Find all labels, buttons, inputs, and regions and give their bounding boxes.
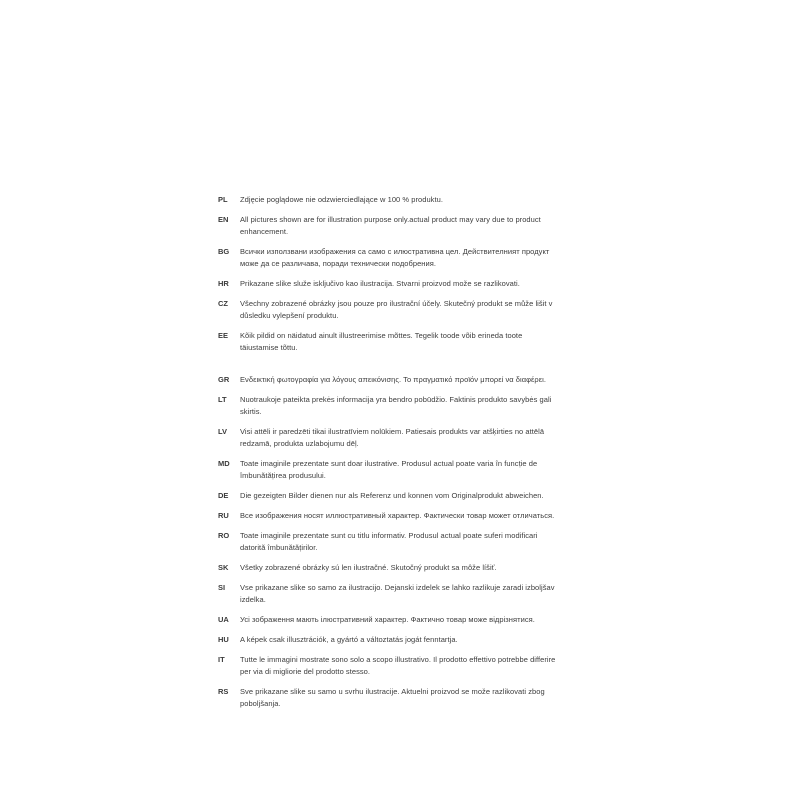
disclaimer-text: Sve prikazane slike su samo u svrhu ilustracije. Aktuelni proizvod se može razlikovati zbog poboljšanja. [240,687,545,708]
disclaimer-text: Nuotraukoje pateikta prekės informacija yra bendro pobūdžio. Faktinis produkto savybės gali skirtis. [240,395,552,416]
language-row [218,214,556,238]
language-code: EE [218,331,229,340]
disclaimer-text: Tutte le immagini mostrate sono solo a scopo illustrativo. Il prodotto effettivo potrebbe differire per via di migliorie del prodotto stesso. [240,655,556,676]
language-row [218,490,556,502]
disclaimer-text: Все изображения носят иллюстративный характер. Фактически товар может отличаться. [240,511,555,520]
language-row [218,686,556,710]
disclaimer-text: Всички използвани изображения са само с илюстративна цел. Действителният продукт може да се различава, поради технически подобрения. [240,247,550,268]
disclaimer-text: Všechny zobrazené obrázky jsou pouze pro ilustrační účely. Skutečný produkt se může lišit v důsledku vylepšení produktu. [240,299,553,320]
disclaimer-text: Toate imaginile prezentate sunt cu titlu informativ. Produsul actual poate suferi modificari datorită îmbunătățirilor. [240,531,538,552]
language-code: IT [218,655,225,664]
language-code: DE [218,491,229,500]
disclaimer-text: Zdjęcie poglądowe nie odzwierciedlające w 100 % produktu. [240,195,443,204]
language-row [218,374,556,386]
disclaimer-text: Vse prikazane slike so samo za ilustracijo. Dejanski izdelek se lahko razlikuje zaradi izboljšav izdelka. [240,583,555,604]
language-code: RO [218,531,230,540]
language-row [218,654,556,678]
language-code: CZ [218,299,228,308]
language-row [218,246,556,270]
disclaimer-text: Prikazane slike služe isključivo kao ilustracija. Stvarni proizvod može se razlikovati. [240,279,520,288]
language-row [218,458,556,482]
language-code: RU [218,511,229,520]
language-code: HR [218,279,229,288]
language-code: SI [218,583,226,592]
language-code: EN [218,215,229,224]
language-code: LT [218,395,227,404]
disclaimer-text: Toate imaginile prezentate sunt doar ilustrative. Produsul actual poate varia în funcție de îmbunătățirea produsului. [240,459,538,480]
language-code: BG [218,247,230,256]
language-row [218,394,556,418]
language-code: GR [218,375,230,384]
disclaimer-text: Kõik pildid on näidatud ainult illustreerimise mõttes. Tegelik toode võib erineda toote täiustamise tõttu. [240,331,523,352]
language-code: LV [218,427,228,436]
language-row [218,330,556,354]
language-row [218,510,556,522]
language-code: MD [218,459,230,468]
language-code: SK [218,563,229,572]
language-code: RS [218,687,229,696]
disclaimer-text: A képek csak illusztrációk, a gyártó a változtatás jogát fenntartja. [240,635,458,644]
disclaimer-text: All pictures shown are for illustration purpose only.actual product may vary due to product enhancement. [240,215,541,236]
language-row [218,562,556,574]
language-row [218,426,556,450]
language-code: PL [218,195,228,204]
language-code: UA [218,615,229,624]
language-row [218,530,556,554]
disclaimer-text: Ενδεικτική φωτογραφία για λόγους απεικόνισης. Το πραγματικό προϊόν μπορεί να διαφέρει. [240,375,546,384]
language-row [218,582,556,606]
language-row [218,634,556,646]
disclaimer-text: Všetky zobrazené obrázky sú len ilustračné. Skutočný produkt sa môže líšiť. [240,563,497,572]
disclaimer-text: Усі зображення мають ілюстративний характер. Фактично товар може відрізнятися. [240,615,535,624]
language-row [218,614,556,626]
language-row [218,194,556,206]
disclaimer-list [218,194,556,718]
language-code: HU [218,635,229,644]
language-row [218,298,556,322]
disclaimer-text: Visi attēli ir paredzēti tikai ilustratīviem nolūkiem. Patiesais produkts var atšķirties no attēlā redzamā, produkta uzlabojumu dēļ. [240,427,545,448]
language-row [218,278,556,290]
disclaimer-text: Die gezeigten Bilder dienen nur als Referenz und konnen vom Originalprodukt abweichen. [240,491,544,500]
